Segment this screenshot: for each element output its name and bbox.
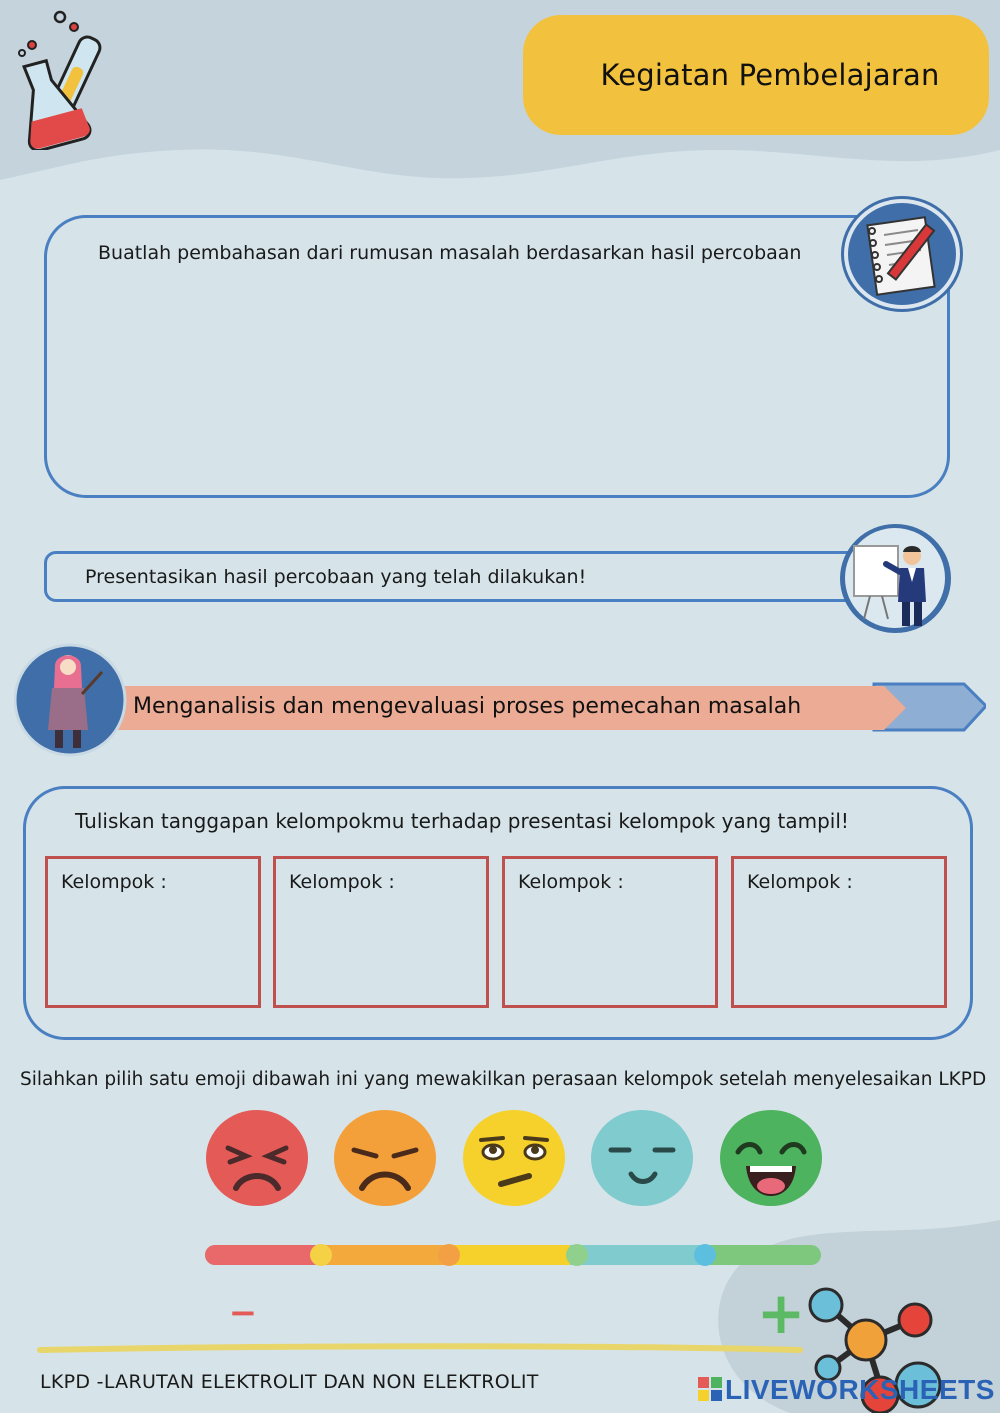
presentation-task-box (44, 551, 874, 602)
brand-name: LIVEWORKSHEETS (725, 1374, 995, 1405)
group-label: Kelompok : (747, 871, 853, 893)
discussion-answer-box[interactable] (44, 215, 950, 498)
section-title: Menganalisis dan mengevaluasi proses pemecahan masalah (133, 694, 802, 719)
group-response-box (23, 786, 973, 1040)
page-title: Kegiatan Pembelajaran (600, 58, 940, 92)
plus-icon: + (756, 1279, 806, 1347)
group-answer-box[interactable] (731, 856, 947, 1008)
group-answer-box[interactable] (273, 856, 489, 1008)
emoji-prompt: Silahkan pilih satu emoji dibawah ini yang mewakilkan perasaan kelompok setelah menyelesaikan LKPD (20, 1069, 987, 1090)
happy-face-icon[interactable] (718, 1108, 824, 1208)
minus-icon: − (228, 1293, 258, 1333)
brand-watermark[interactable] (698, 1374, 995, 1406)
lab-flask-icon (10, 5, 120, 150)
footer-title: LKPD -LARUTAN ELEKTROLIT DAN NON ELEKTROLIT (40, 1371, 539, 1393)
section-banner (14, 642, 986, 757)
notebook-icon (844, 199, 960, 309)
content-face-icon[interactable] (589, 1108, 695, 1208)
page-title-banner (523, 15, 989, 135)
group-answer-box[interactable] (502, 856, 718, 1008)
group-label: Kelompok : (289, 871, 395, 893)
discussion-prompt: Buatlah pembahasan dari rumusan masalah berdasarkan hasil percobaan (98, 242, 802, 264)
group-response-prompt: Tuliskan tanggapan kelompokmu terhadap presentasi kelompok yang tampil! (75, 809, 849, 833)
presenter-icon (840, 524, 951, 633)
group-label: Kelompok : (61, 871, 167, 893)
group-answer-box[interactable] (45, 856, 261, 1008)
angry-face-icon[interactable] (204, 1108, 310, 1208)
unamused-face-icon[interactable] (461, 1108, 567, 1208)
presentation-prompt: Presentasikan hasil percobaan yang telah dilakukan! (85, 566, 587, 588)
liveworksheets-logo-icon (698, 1377, 722, 1401)
group-label: Kelompok : (518, 871, 624, 893)
sad-face-icon[interactable] (332, 1108, 438, 1208)
